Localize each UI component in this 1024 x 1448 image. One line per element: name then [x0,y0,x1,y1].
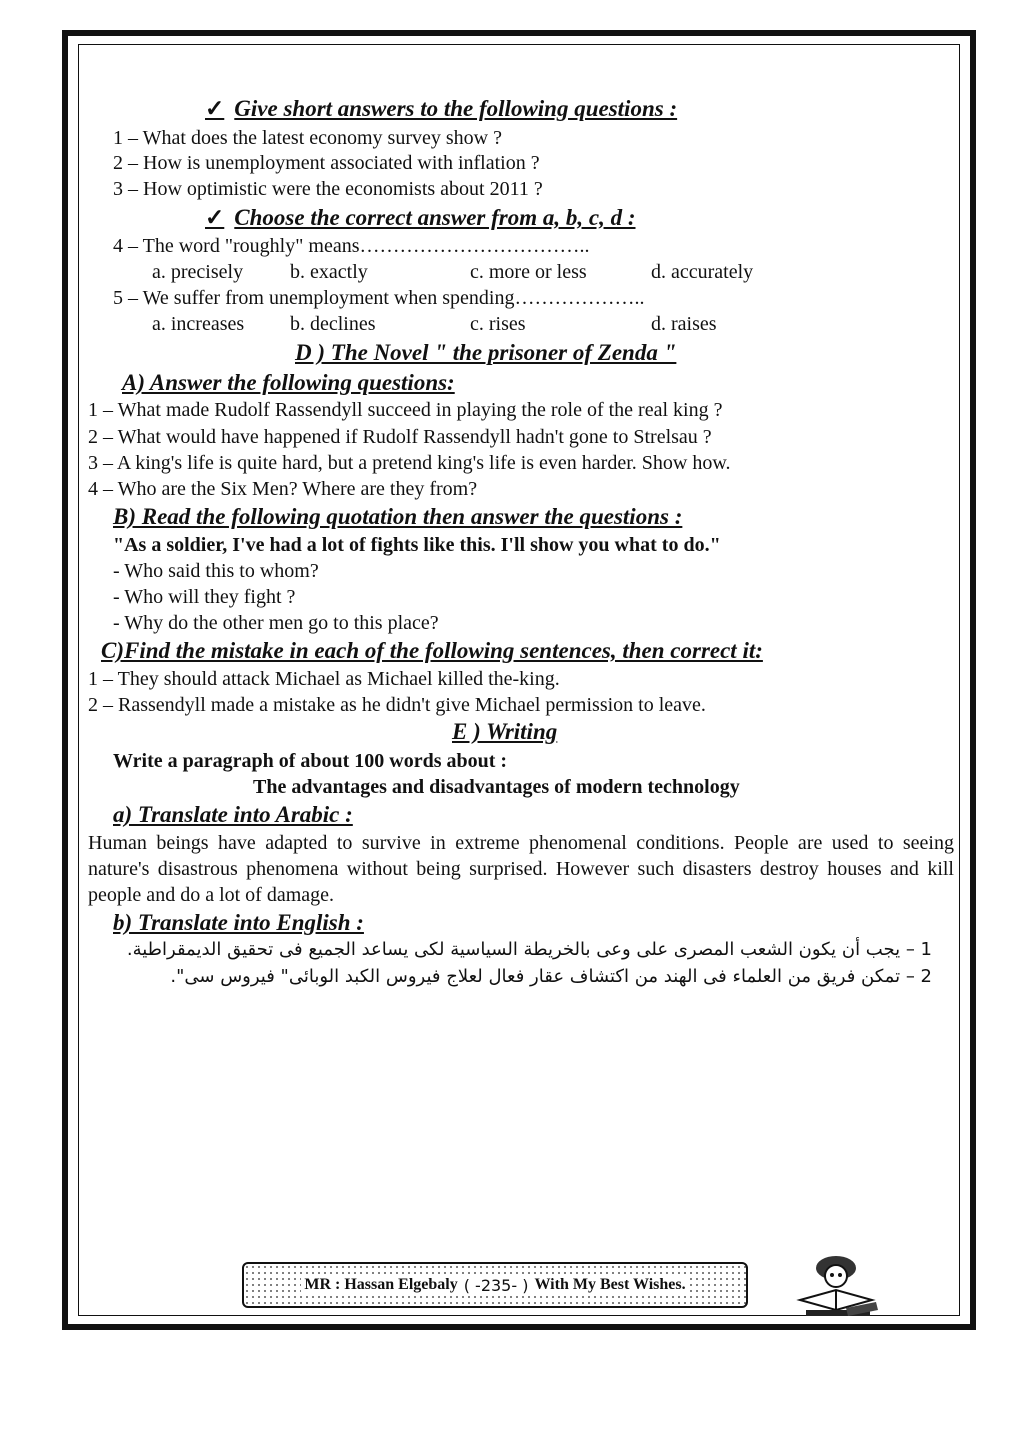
checkmark-icon: ✓ [205,205,225,230]
question-3: 3 – How optimistic were the economists about 2011 ? [113,178,543,200]
translate-english-item-1: 1 – يجب أن يكون الشعب المصرى على وعى بالخريطة السياسية لكى يساعد الجميع فى تحقيق الديمقراطية. [126,939,932,960]
translate-arabic-passage: Human beings have adapted to survive in extreme phenomenal conditions. People are used to seeing nature's disastrous phenomena without being surprised. However such disasters destroy houses and kill people and do a lot of damage. [88,832,954,906]
novel-title: D ) The Novel " the prisoner of Zenda " [295,340,677,365]
question-2: 2 – How is unemployment associated with inflation ? [113,152,540,174]
question-1: 1 – What does the latest economy survey show ? [113,127,502,149]
novel-b-question-1: - Who said this to whom? [113,560,319,582]
writing-topic: The advantages and disadvantages of modern technology [253,776,740,798]
footer-wishes: With My Best Wishes. [531,1276,688,1294]
question-5: 5 – We suffer from unemployment when spending……………….. [113,287,645,309]
novel-b-quote: "As a soldier, I've had a lot of fights like this. I'll show you what to do." [113,534,721,556]
q4-option-c: c. more or less [470,261,587,283]
translate-arabic-heading: a) Translate into Arabic : [113,802,353,827]
q4-option-d: d. accurately [651,261,754,283]
question-4: 4 – The word "roughly" means…………………………….. [113,235,590,257]
novel-a-question-4: 4 – Who are the Six Men? Where are they from? [88,478,478,500]
student-reading-icon [786,1250,886,1320]
q4-option-a: a. precisely [152,261,244,283]
checkmark-icon: ✓ [205,96,225,121]
q5-option-a: a. increases [152,313,245,335]
novel-a-question-3: 3 – A king's life is quite hard, but a pretend king's life is even harder. Show how. [88,452,731,474]
novel-b-question-2: - Who will they fight ? [113,586,296,608]
q5-option-b: b. declines [290,313,376,335]
novel-c-sentence-1: 1 – They should attack Michael as Michael killed the-king. [88,668,560,690]
novel-b-heading: B) Read the following quotation then answer the questions : [113,504,683,529]
footer-page-number: ( -235- ) [461,1276,532,1295]
novel-c-sentence-2: 2 – Rassendyll made a mistake as he didn't give Michael permission to leave. [88,694,706,716]
q5-option-c: c. rises [470,313,526,335]
novel-a-question-2: 2 – What would have happened if Rudolf Rassendyll hadn't gone to Strelsau ? [88,426,712,448]
q5-option-d: d. raises [651,313,717,335]
novel-a-heading: A) Answer the following questions: [122,370,455,395]
translate-english-heading: b) Translate into English : [113,910,364,935]
translate-english-item-2: 2 – تمكن فريق من العلماء فى الهند من اكتشاف عقار فعال لعلاج فيروس الكبد الوبائى" فيروس سى". [170,966,932,987]
choose-heading: ✓ Choose the correct answer from a, b, c, d : [205,205,636,230]
footer-banner [242,1262,748,1308]
novel-a-question-1: 1 – What made Rudolf Rassendyll succeed in playing the role of the real king ? [88,399,723,421]
novel-c-heading: C)Find the mistake in each of the following sentences, then correct it: [101,638,763,663]
q4-option-b: b. exactly [290,261,368,283]
novel-b-question-3: - Why do the other men go to this place? [113,612,439,634]
footer-author: MR : Hassan Elgebaly [301,1276,460,1294]
short-answers-heading: ✓ Give short answers to the following questions : [205,96,678,121]
writing-heading: E ) Writing [452,719,558,744]
writing-prompt: Write a paragraph of about 100 words about : [113,750,508,772]
